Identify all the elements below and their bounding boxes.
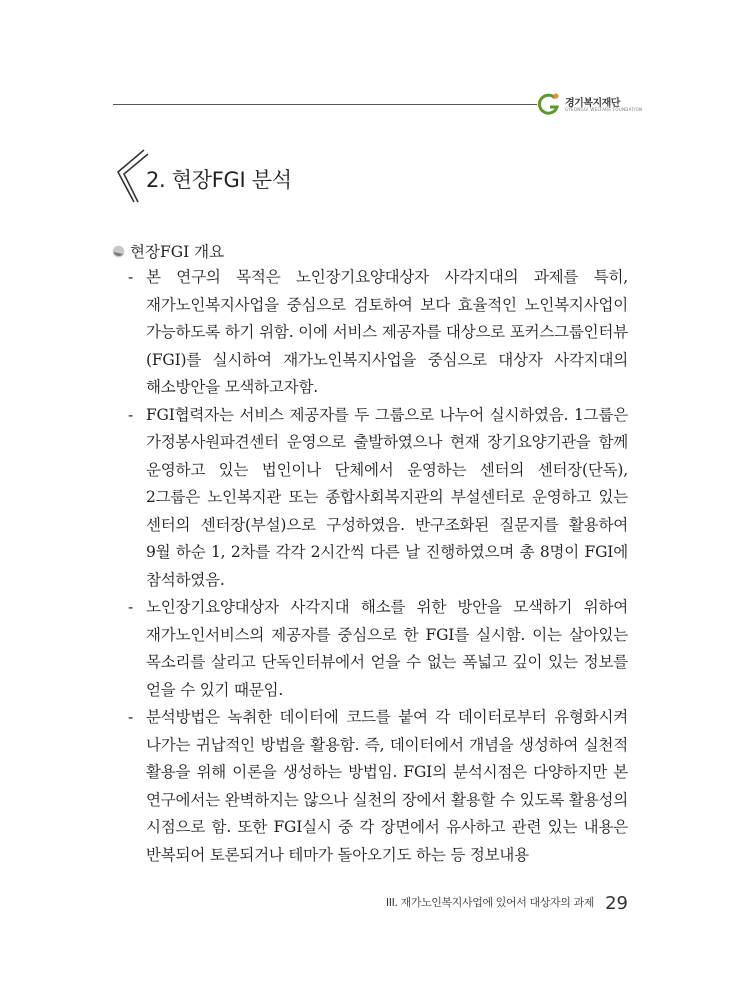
paragraph xyxy=(128,264,628,402)
logo-mark-icon xyxy=(537,92,561,116)
paragraph xyxy=(128,704,628,869)
paragraph xyxy=(128,594,628,704)
paragraph-text: 본 연구의 목적은 노인장기요양대상자 사각지대의 과제를 특히, 재가노인복지사업을 중심으로 검토하여 보다 효율적인 노인복지사업이 가능하도록 하기 위함. 이에 서비스 제공자를 대상으로 포커스그룹인터뷰(FGI)를 실시하여 재가노인복지사업을 중심으로 대상자 사각지대의 해소방안을 모색하고자함. xyxy=(146,268,628,396)
dash-marker: - xyxy=(128,268,134,286)
dash-marker: - xyxy=(128,598,134,616)
bullet-icon xyxy=(112,245,125,258)
foundation-logo xyxy=(537,92,647,118)
body-text xyxy=(128,264,628,869)
logo-subtext: GYEONGGI WELFARE FOUNDATION xyxy=(565,107,643,112)
page-footer xyxy=(386,893,628,914)
subheading-text: 현장FGI 개요 xyxy=(130,243,225,261)
section-title-text: 2. 현장FGI 분석 xyxy=(146,168,292,192)
paragraph xyxy=(128,402,628,595)
header-rule xyxy=(113,104,537,105)
logo-text: 경기복지재단 xyxy=(565,98,620,109)
paragraph-text: 노인장기요양대상자 사각지대 해소를 위한 방안을 모색하기 위하여 재가노인서비스의 제공자를 중심으로 한 FGI를 실시함. 이는 살아있는 목소리를 살리고 단독인터뷰에서 얻을 수 없는 폭넓고 깊이 있는 정보를 얻을 수 있기 때문임. xyxy=(146,598,628,699)
paragraph-text: 분석방법은 녹취한 데이터에 코드를 붙여 각 데이터로부터 유형화시켜 나가는 귀납적인 방법을 활용함. 즉, 데이터에서 개념을 생성하여 실천적 활용을 위해 이론을 생성하는 방법임. FGI의 분석시점은 다양하지만 본 연구에서는 완벽하지는 않으나 실천의 장에서 활용할 수 있도록 활용성의 시점으로 함. 또한 FGI실시 중 각 장면에서 유사하고 관련 있는 내용은 반복되어 토론되거나 테마가 돌아오기도 하는 등 정보내용 xyxy=(146,708,628,864)
dash-marker: - xyxy=(128,708,134,726)
section-title xyxy=(112,148,332,208)
chapter-title: III. 재가노인복지사업에 있어서 대상자의 과제 xyxy=(385,896,594,909)
dash-marker: - xyxy=(128,405,134,424)
paragraph-text: FGI협력자는 서비스 제공자를 두 그룹으로 나누어 실시하였음. 1그룹은 가정봉사원파견센터 운영으로 출발하였으나 현재 장기요양기관을 함께 운영하고 있는 법인이나 단체에서 운영하는 센터의 센터장(단독), 2그룹은 노인복지관 또는 종합사회복지관의 부설센터로 운영하고 있는 센터의 센터장(부설)으로 구성하였음. 반구조화된 질문지를 활용하여 9월 하순 1, 2차를 각각 2시간씩 다른 날 진행하였으며 총 8명이 FGI에 참석하였음. xyxy=(146,405,628,589)
page-number: 29 xyxy=(605,893,628,914)
